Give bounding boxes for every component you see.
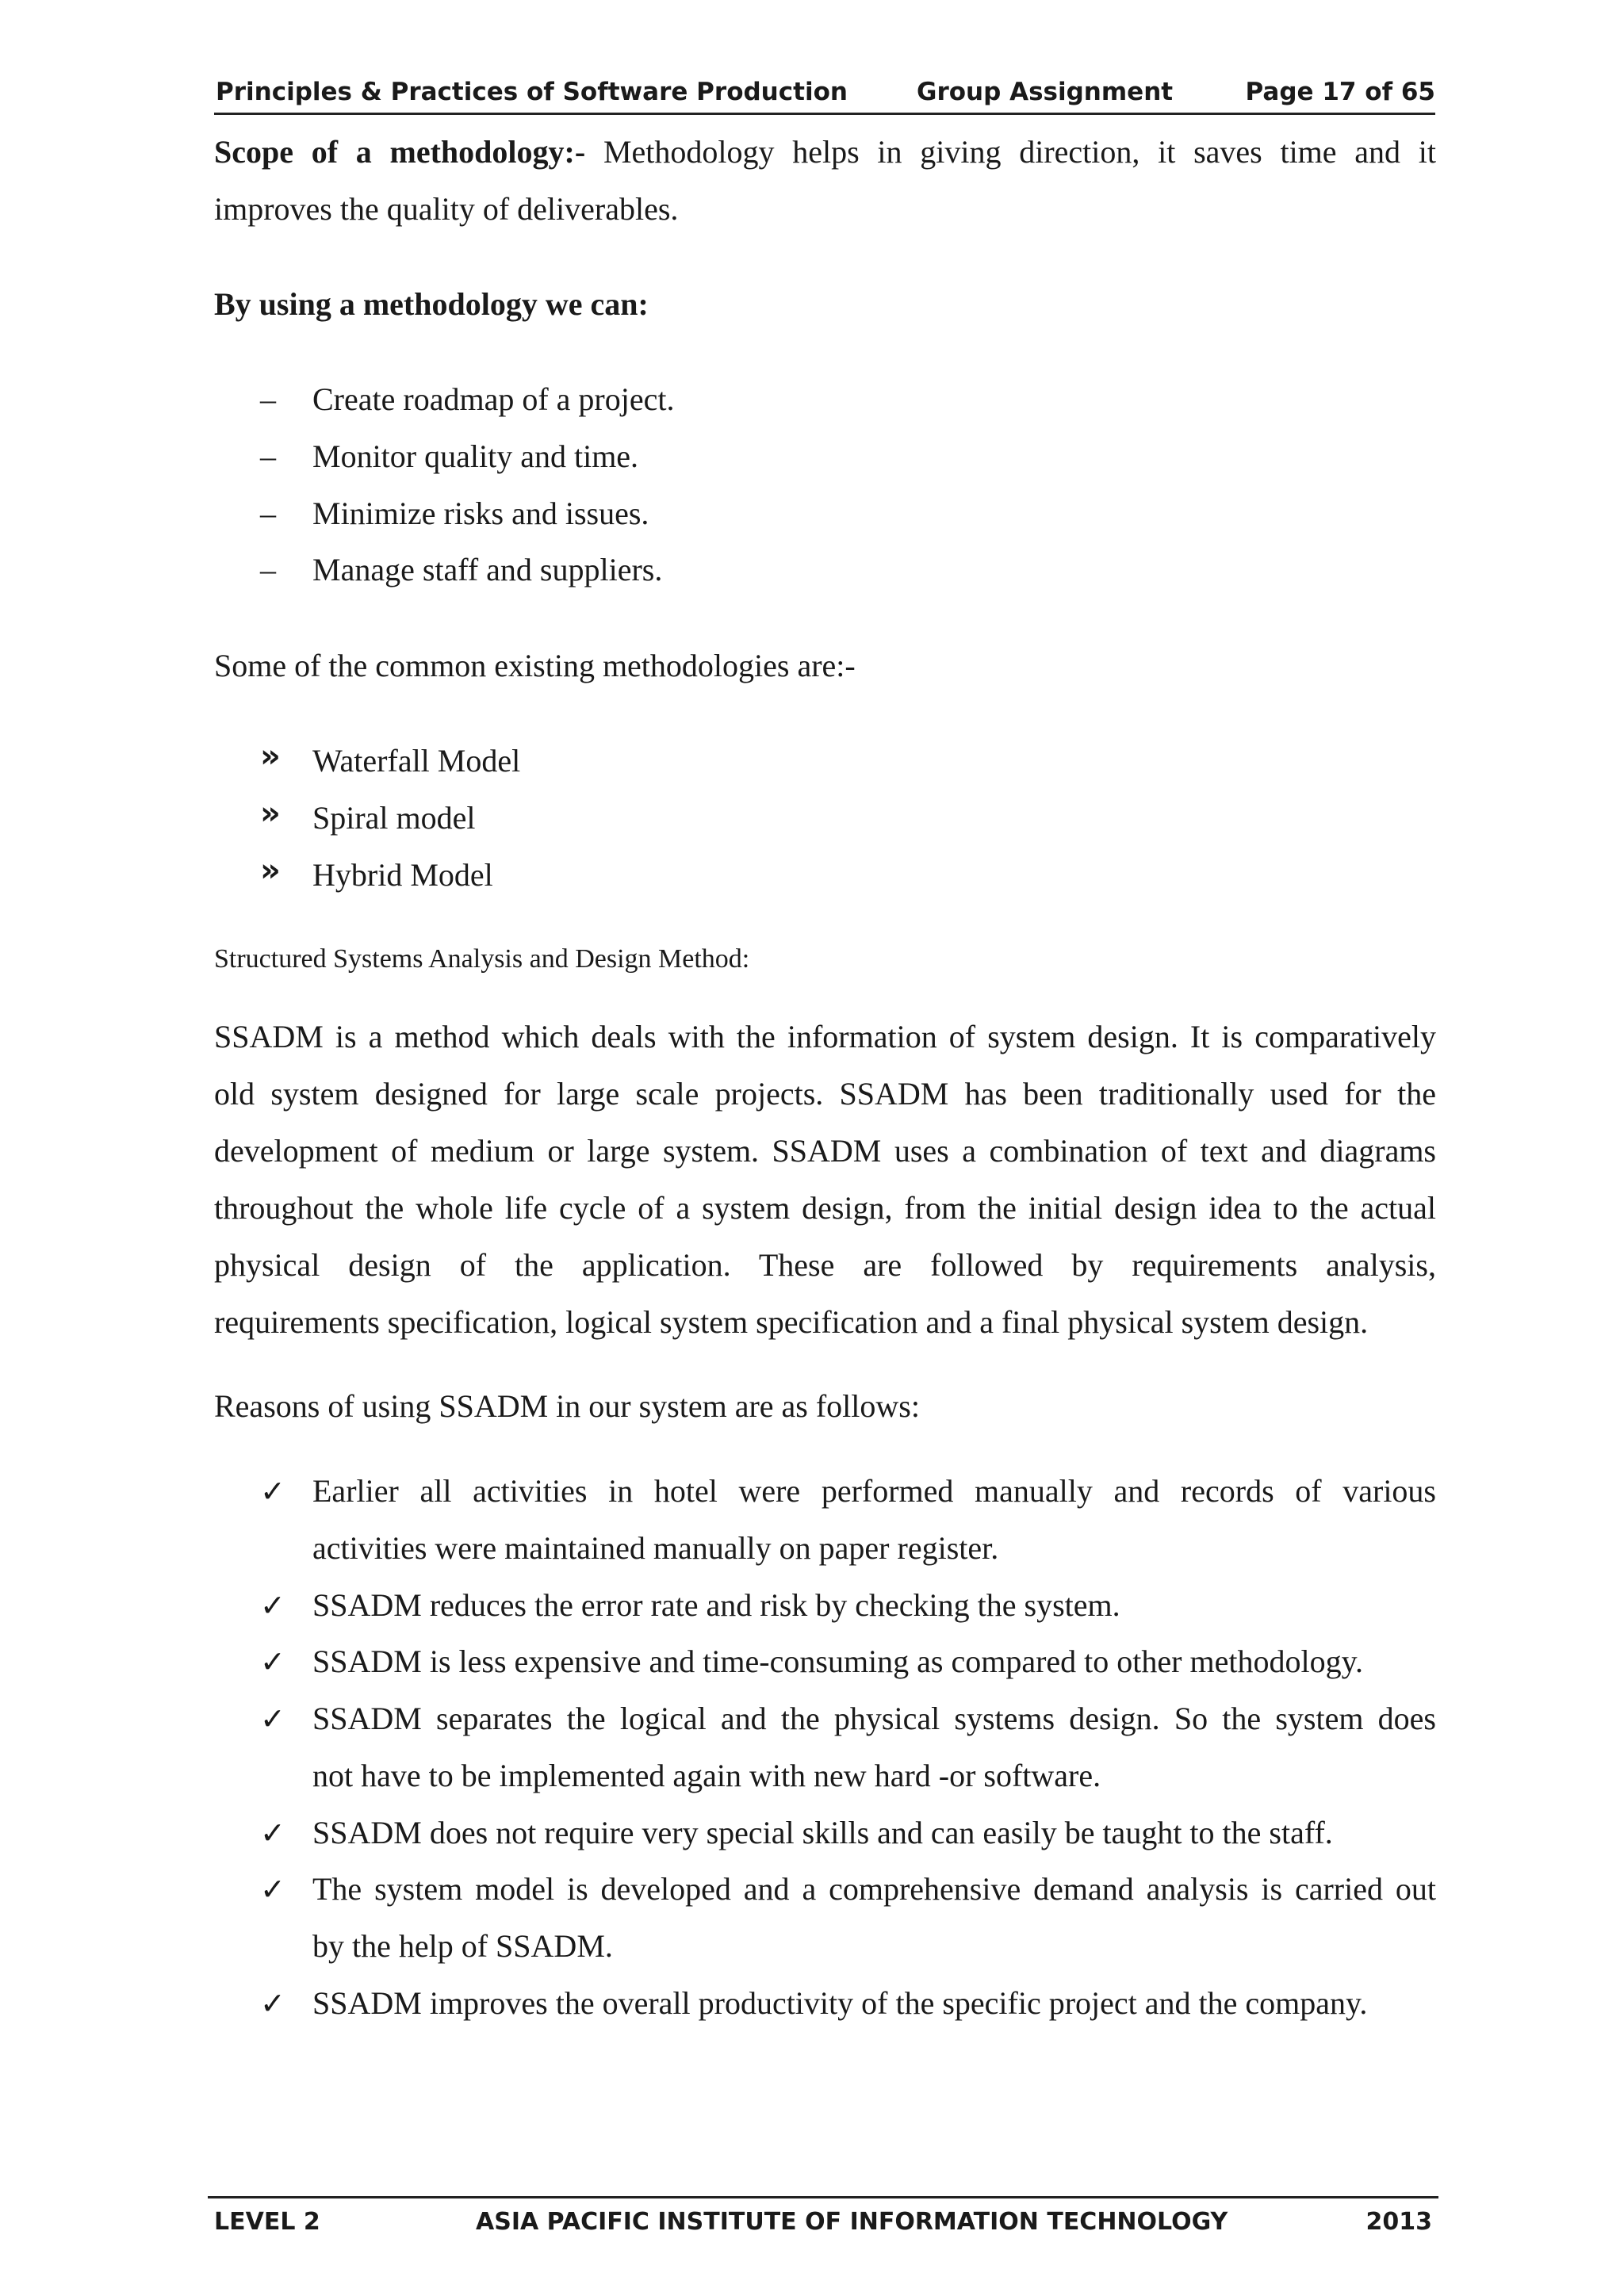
list-item-text bbox=[312, 1690, 1436, 1804]
footer-year: 2013 bbox=[1365, 2208, 1432, 2236]
list-item-text bbox=[312, 1861, 1436, 1975]
checkmark-bullet-icon: ✓ bbox=[260, 1474, 285, 1509]
reasons-intro: Reasons of using SSADM in our system are as follows: bbox=[214, 1388, 920, 1424]
list-item-line: SSADM is less expensive and time-consuming as compared to other methodology. bbox=[312, 1644, 1363, 1679]
list-item-line: SSADM reduces the error rate and risk by checking the system. bbox=[312, 1587, 1120, 1623]
common-methodologies-intro: Some of the common existing methodologies are:- bbox=[214, 648, 856, 683]
double-chevron-bullet-icon: » bbox=[260, 795, 281, 832]
footer-level: LEVEL 2 bbox=[214, 2208, 320, 2236]
scope-line-1-text: Methodology helps in giving direction, it saves time and it bbox=[603, 134, 1437, 170]
list-item-line: Earlier all activities in hotel were performed manually and records of various bbox=[312, 1473, 1436, 1509]
scope-line-1 bbox=[214, 124, 1436, 181]
ssadm-line: development of medium or large system. SSADM uses a combination of text and diagrams bbox=[214, 1133, 1436, 1169]
header-assignment-label: Group Assignment bbox=[917, 78, 1174, 106]
using-heading: By using a methodology we can: bbox=[214, 286, 649, 322]
checkmark-bullet-icon: ✓ bbox=[260, 1588, 285, 1623]
ssadm-line: requirements specification, logical system specification and a final physical system design. bbox=[214, 1304, 1369, 1340]
double-chevron-bullet-icon: » bbox=[260, 738, 281, 775]
list-item-line: not have to be implemented again with new hard -or software. bbox=[312, 1758, 1101, 1793]
list-item-line: SSADM separates the logical and the physical systems design. So the system does bbox=[312, 1701, 1436, 1736]
checkmark-bullet-icon: ✓ bbox=[260, 1816, 285, 1850]
list-item-text: Manage staff and suppliers. bbox=[312, 552, 663, 587]
list-item-text bbox=[312, 1577, 1436, 1634]
list-item-text: Minimize risks and issues. bbox=[312, 496, 649, 531]
dash-bullet: – bbox=[260, 438, 276, 474]
dash-bullet: – bbox=[260, 552, 276, 587]
list-item-line: by the help of SSADM. bbox=[312, 1928, 613, 1964]
list-item-line: SSADM does not require very special skills and can easily be taught to the staff. bbox=[312, 1815, 1333, 1850]
list-item-line: activities were maintained manually on paper register. bbox=[312, 1530, 999, 1566]
ssadm-heading: Structured Systems Analysis and Design Method: bbox=[214, 944, 750, 974]
list-item-text bbox=[312, 1633, 1436, 1690]
ssadm-line: SSADM is a method which deals with the information of system design. It is comparatively bbox=[214, 1019, 1436, 1054]
dash-bullet: – bbox=[260, 381, 276, 417]
header-page-number: Page 17 of 65 bbox=[1245, 78, 1435, 106]
scope-line-2: improves the quality of deliverables. bbox=[214, 191, 679, 227]
list-item-text: Spiral model bbox=[312, 800, 476, 836]
list-item-text: Create roadmap of a project. bbox=[312, 381, 675, 417]
ssadm-paragraph bbox=[214, 1008, 1436, 1351]
dash-bullet: – bbox=[260, 496, 276, 531]
checkmark-bullet-icon: ✓ bbox=[260, 1986, 285, 2021]
page-header bbox=[214, 76, 1435, 115]
list-item-line: The system model is developed and a comprehensive demand analysis is carried out bbox=[312, 1871, 1436, 1907]
double-chevron-bullet-icon: » bbox=[260, 852, 281, 889]
scope-paragraph bbox=[214, 124, 1436, 238]
page-footer bbox=[208, 2196, 1438, 2246]
list-item-line: SSADM improves the overall productivity of the specific project and the company. bbox=[312, 1985, 1368, 2021]
header-course-title: Principles & Practices of Software Production bbox=[216, 78, 848, 106]
list-item-text bbox=[312, 1975, 1436, 2032]
list-item-text bbox=[312, 1804, 1436, 1862]
list-item-text: Waterfall Model bbox=[312, 743, 521, 779]
list-item-text: Hybrid Model bbox=[312, 857, 493, 893]
ssadm-line: old system designed for large scale projects. SSADM has been traditionally used for the bbox=[214, 1076, 1436, 1112]
ssadm-line: physical design of the application. These are followed by requirements analysis, bbox=[214, 1247, 1436, 1283]
ssadm-line: throughout the whole life cycle of a system design, from the initial design idea to the actual bbox=[214, 1190, 1436, 1226]
checkmark-bullet-icon: ✓ bbox=[260, 1644, 285, 1679]
checkmark-bullet-icon: ✓ bbox=[260, 1701, 285, 1736]
list-item-text bbox=[312, 1463, 1436, 1577]
scope-label: Scope of a methodology:- bbox=[214, 134, 586, 170]
checkmark-bullet-icon: ✓ bbox=[260, 1872, 285, 1907]
list-item-text: Monitor quality and time. bbox=[312, 438, 639, 474]
footer-institute: ASIA PACIFIC INSTITUTE OF INFORMATION TECHNOLOGY bbox=[476, 2208, 1228, 2236]
